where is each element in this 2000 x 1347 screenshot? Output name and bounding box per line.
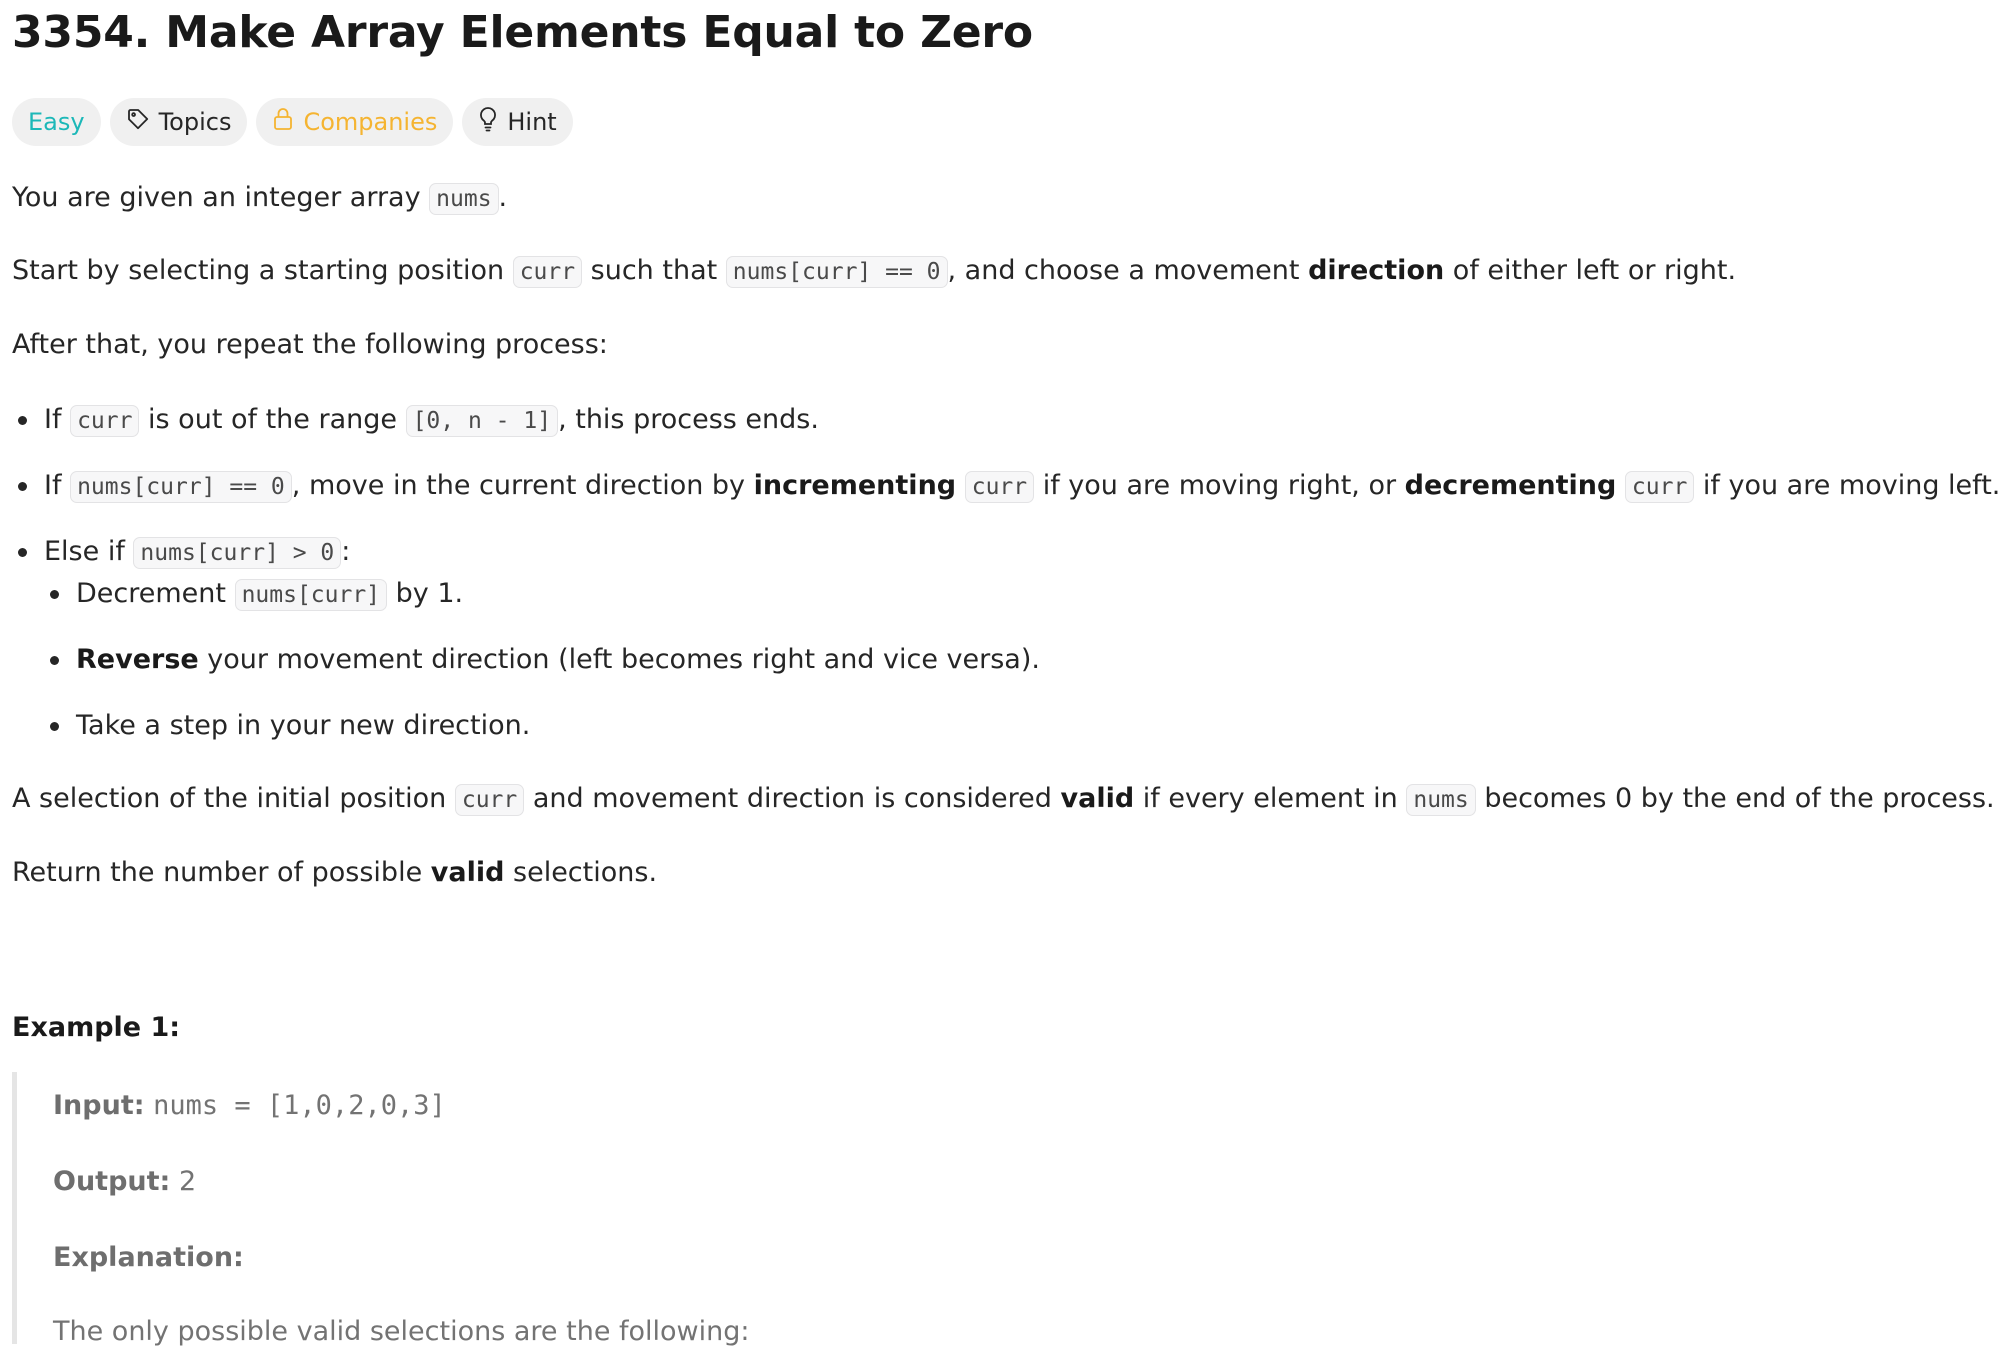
inline-code: curr bbox=[1625, 471, 1694, 503]
description-paragraph: After that, you repeat the following process: bbox=[12, 329, 608, 360]
input-value: nums = [1,0,2,0,3] bbox=[153, 1090, 446, 1121]
example-explanation-label: Explanation: bbox=[53, 1242, 244, 1273]
topics-button[interactable] bbox=[110, 98, 248, 146]
bold-term: valid bbox=[430, 857, 505, 888]
problem-title: 3354. Make Array Elements Equal to Zero bbox=[12, 7, 1033, 58]
bullet-dot bbox=[18, 548, 27, 557]
input-label: Input: bbox=[53, 1090, 145, 1121]
bold-term: incrementing bbox=[753, 470, 957, 501]
tag-bar bbox=[12, 98, 1861, 146]
companies-button[interactable] bbox=[256, 98, 453, 146]
description-paragraph: Return the number of possible valid selections. bbox=[12, 857, 658, 888]
list-item: If nums[curr] == 0 , move in the current direction by incrementing curr if you are moving right, or decrementing curr if you are moving left. bbox=[12, 468, 2000, 505]
difficulty-badge[interactable] bbox=[12, 98, 101, 146]
bold-term: valid bbox=[1060, 783, 1135, 814]
inline-code: curr bbox=[965, 471, 1034, 503]
bullet-dot bbox=[50, 590, 59, 599]
output-label: Output: bbox=[53, 1166, 171, 1197]
lightbulb-icon bbox=[478, 106, 507, 138]
bold-term: direction bbox=[1308, 255, 1445, 286]
problem-description bbox=[0, 0, 1861, 146]
example-title: Example 1: bbox=[12, 1012, 181, 1043]
inline-code: curr bbox=[455, 784, 524, 816]
sub-list-item: Decrement nums[curr] by 1. bbox=[44, 576, 463, 613]
inline-code: nums bbox=[429, 183, 498, 215]
description-paragraph: A selection of the initial position curr and movement direction is considered valid if every element in nums becomes 0 by the end of the process. bbox=[12, 783, 1995, 814]
inline-code: nums[curr] == 0 bbox=[726, 256, 948, 288]
tag-icon bbox=[126, 107, 159, 137]
sub-list-item: Take a step in your new direction. bbox=[44, 708, 530, 744]
bullet-dot bbox=[50, 656, 59, 665]
bullet-dot bbox=[18, 416, 27, 425]
topics-label: Topics bbox=[158, 108, 232, 136]
description-paragraph: You are given an integer array nums . bbox=[12, 182, 508, 213]
example-output bbox=[53, 1166, 196, 1197]
inline-code: [0, n - 1] bbox=[406, 405, 558, 437]
inline-code: nums bbox=[1406, 784, 1475, 816]
example-input bbox=[53, 1090, 446, 1121]
hint-button[interactable] bbox=[462, 98, 572, 146]
inline-code: nums[curr] == 0 bbox=[70, 471, 292, 503]
hint-label: Hint bbox=[507, 108, 557, 136]
bullet-dot bbox=[18, 482, 27, 491]
example-block bbox=[12, 1072, 1857, 1347]
sub-list-item: Reverse your movement direction (left becomes right and vice versa). bbox=[44, 642, 1040, 678]
example-explanation-text: The only possible valid selections are the following: bbox=[53, 1316, 750, 1347]
bold-term: decrementing bbox=[1404, 470, 1617, 501]
companies-label: Companies bbox=[303, 108, 438, 136]
inline-code: nums[curr] bbox=[235, 579, 387, 611]
difficulty-label: Easy bbox=[28, 108, 85, 136]
output-value: 2 bbox=[178, 1166, 197, 1197]
bold-term: Reverse bbox=[76, 644, 199, 675]
list-item: If curr is out of the range [0, n - 1] , this process ends. bbox=[12, 402, 819, 439]
bullet-dot bbox=[50, 722, 59, 731]
inline-code: curr bbox=[70, 405, 139, 437]
list-item: Else if nums[curr] > 0 : bbox=[12, 534, 350, 571]
inline-code: curr bbox=[513, 256, 582, 288]
lock-icon bbox=[272, 107, 303, 137]
inline-code: nums[curr] > 0 bbox=[133, 537, 341, 569]
description-paragraph: Start by selecting a starting position curr such that nums[curr] == 0 , and choose a movement direction of either left or right. bbox=[12, 255, 1737, 286]
